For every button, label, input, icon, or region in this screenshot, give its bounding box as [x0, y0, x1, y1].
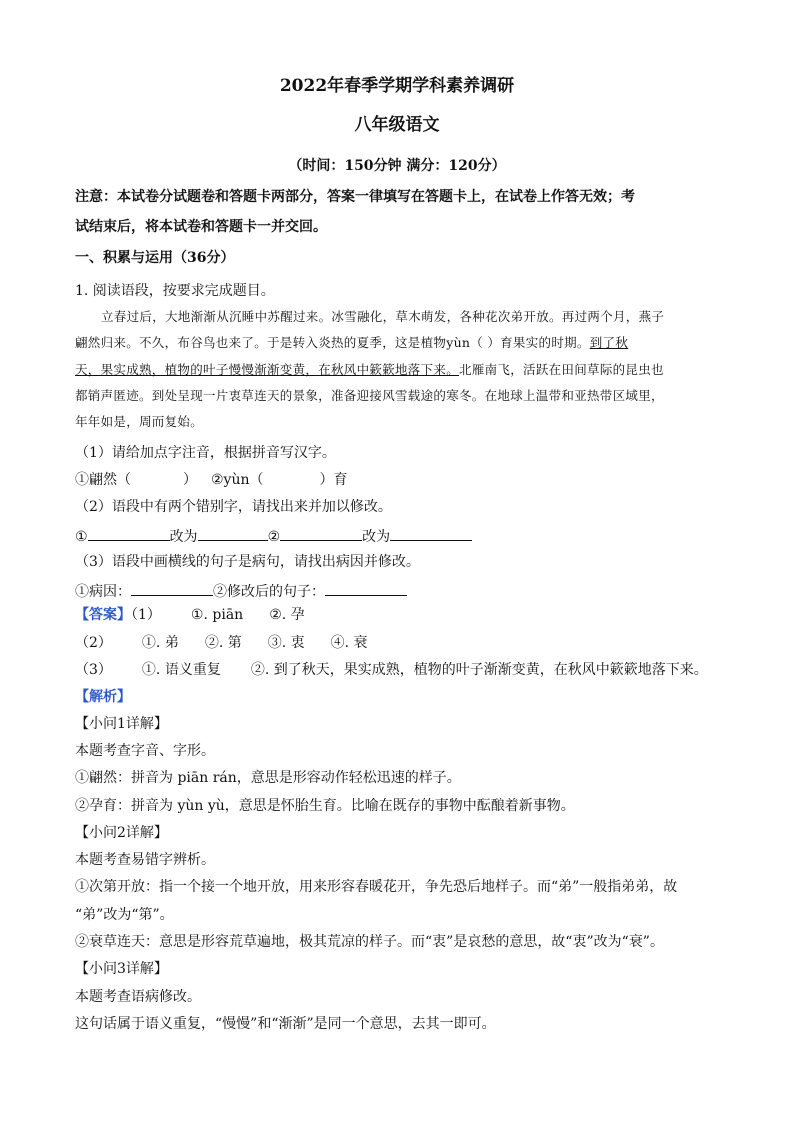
sub2-label-3: ②: [267, 529, 281, 545]
sub3-label-1: ①病因：: [75, 584, 131, 600]
answer-r3-a: ①. 语义重复: [141, 662, 221, 678]
sub2-blanks: [75, 525, 472, 547]
answer-r2-c: ③. 衷: [267, 635, 305, 651]
sub2-prompt: （2）语段中有两个错别字，请找出来并加以修改。: [75, 499, 392, 515]
sub2-label-1: ①: [75, 529, 88, 545]
passage-underlined-start: 到了秋: [589, 335, 629, 350]
analysis-s1-intro: 本题考查字音、字形。: [75, 743, 215, 759]
answer-r3-idx: （3）: [75, 662, 112, 678]
answer-r2-idx: （2）: [75, 635, 112, 651]
sub1-prompt: （1）请给加点字注音，根据拼音写汉字。: [75, 445, 336, 461]
sub1-item-1: ①翩然（: [75, 472, 131, 488]
passage-line-4: 都销声匿迹。到处呈现一片衷草连天的景象，准备迎接风雪载途的寒冬。在地球上温带和亚热带区域里，: [75, 388, 664, 403]
analysis-s3-p1: 这句话属于语义重复，“慢慢”和“渐渐”是同一个意思，去其一即可。: [75, 1016, 496, 1032]
answer-r3-b: ②. 到了秋天，果实成熟，植物的叶子渐渐变黄，在秋风中簌簌地落下来。: [250, 662, 708, 678]
analysis-s2-heading: 【小问2详解】: [75, 825, 168, 841]
answer-r1-a: ①. piān: [190, 607, 244, 623]
passage-underlined-sentence: 天，果实成熟，植物的叶子慢慢渐渐变黄，在秋风中簌簌地落下来。: [75, 362, 460, 377]
answer-r2-b: ②. 第: [204, 635, 242, 651]
time-info: （时间：150分钟 满分：120分）: [288, 158, 506, 174]
sub1-item-2-close: ）育: [319, 472, 348, 488]
answer-blank: [198, 525, 268, 541]
answer-blank: [88, 525, 170, 541]
answer-blank: [390, 525, 472, 541]
analysis-label: 【解析】: [75, 689, 131, 705]
analysis-s1-p2: ②孕育：拼音为 yùn yù，意思是怀胎生育。比喻在既存的事物中酝酿着新事物。: [75, 798, 575, 814]
answer-blank: [131, 580, 213, 596]
sub3-label-2: ②修改后的句子：: [213, 584, 325, 600]
sub1-item-1-close: ）: [183, 472, 197, 488]
analysis-s1-heading: 【小问1详解】: [75, 716, 168, 732]
answer-row-3: [75, 660, 708, 680]
notice-line-2: 试结束后，将本试卷和答题卡一并交回。: [75, 219, 327, 235]
passage-line-5: 年年如是，周而复始。: [75, 414, 204, 429]
passage-line-3-text: 北雁南飞，活跃在田间草际的昆虫也: [459, 362, 664, 377]
answer-r2-a: ①. 弟: [141, 635, 179, 651]
sub3-prompt: （3）语段中画横线的句子是病句，请找出病因并修改。: [75, 554, 420, 570]
analysis-s2-intro: 本题考查易错字辨析。: [75, 852, 215, 868]
exam-title: 2022年春季学期学科素养调研: [279, 76, 515, 96]
analysis-s2-p1b: “弟”改为“第”。: [75, 907, 174, 923]
answer-r2-d: ④. 衰: [330, 635, 368, 651]
sub2-label-2: 改为: [169, 529, 198, 545]
answer-label: 【答案】: [75, 607, 131, 623]
answer-blank: [280, 525, 362, 541]
analysis-s2-p1a: ①次第开放：指一个接一个地开放，用来形容春暖花开，争先恐后地样子。而“弟”一般指弟弟，故: [75, 879, 678, 895]
question-prompt: 1. 阅读语段，按要求完成题目。: [75, 283, 275, 299]
passage-line-2-text: 翩然归来。不久，布谷鸟也来了。于是转入炎热的夏季，这是植物yùn（ ）育果实的时期。: [75, 335, 590, 350]
answer-r1-b: ②. 孕: [269, 607, 305, 623]
sub1-item-2: ②yùn（: [211, 472, 264, 488]
answer-r1-idx: （1）: [131, 607, 161, 623]
exam-subtitle: 八年级语文: [354, 115, 440, 135]
sub1-items: [75, 470, 348, 490]
passage-line-1: 立春过后，大地渐渐从沉睡中苏醒过来。冰雪融化，草木萌发，各种花次弟开放。再过两个月，燕子: [101, 309, 665, 324]
answer-row-1: [75, 605, 305, 625]
sub3-blanks: [75, 580, 407, 602]
analysis-s2-p2: ②衰草连天：意思是形容荒草遍地，极其荒凉的样子。而“衷”是哀愁的意思，故“衷”改为“衰”。: [75, 934, 664, 950]
sub2-label-4: 改为: [362, 529, 391, 545]
answer-blank: [325, 580, 407, 596]
section-heading: 一、积累与运用（36分）: [75, 250, 235, 266]
notice-line-1: 注意：本试卷分试题卷和答题卡两部分，答案一律填写在答题卡上，在试卷上作答无效；考: [75, 189, 635, 205]
answer-row-2: [75, 633, 368, 653]
passage-line-3: [75, 360, 664, 380]
analysis-s1-p1: ①翩然：拼音为 piān rán，意思是形容动作轻松迅速的样子。: [75, 770, 461, 786]
analysis-s3-intro: 本题考查语病修改。: [75, 989, 201, 1005]
passage-line-2: [75, 333, 628, 353]
analysis-s3-heading: 【小问3详解】: [75, 961, 168, 977]
